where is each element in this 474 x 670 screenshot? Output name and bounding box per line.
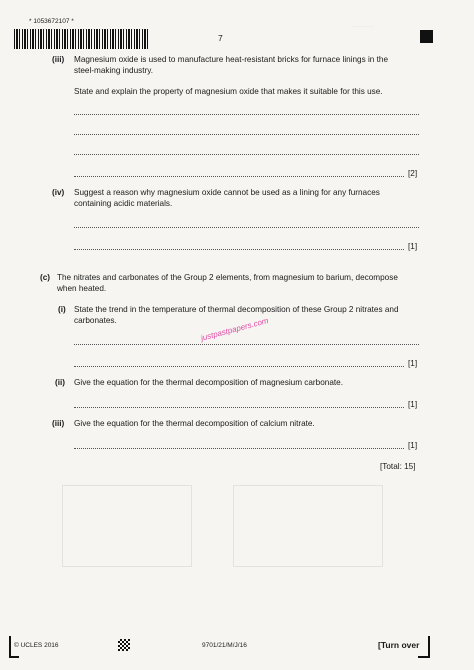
answer-line[interactable] xyxy=(74,366,404,367)
question-label: (iii) xyxy=(52,55,65,64)
corner-bracket xyxy=(428,636,430,658)
question-label: (c) xyxy=(40,273,51,282)
answer-line[interactable] xyxy=(74,249,404,250)
answer-line[interactable] xyxy=(74,227,419,228)
question-text: State the trend in the temperature of thermal decomposition of these Group 2 nitrates and xyxy=(74,305,399,314)
corner-bracket xyxy=(9,656,19,658)
question-text: State and explain the property of magnesium oxide that makes it suitable for this use. xyxy=(74,87,383,96)
qr-code-icon xyxy=(118,639,130,651)
paper-code: 9701/21/M/J/16 xyxy=(202,642,247,649)
answer-line[interactable] xyxy=(74,154,419,155)
corner-bracket xyxy=(9,636,11,658)
question-text: steel-making industry. xyxy=(74,66,154,75)
mark-allocation: [1] xyxy=(408,441,418,450)
page-number: 7 xyxy=(218,33,223,43)
question-text: Magnesium oxide is used to manufacture heat-resistant bricks for furnace linings in the xyxy=(74,55,389,64)
question-label: (iii) xyxy=(52,419,65,428)
answer-line[interactable] xyxy=(74,344,419,345)
turn-over-label: [Turn over xyxy=(378,640,420,650)
question-text: carbonates. xyxy=(74,316,117,325)
question-text: Give the equation for the thermal decomposition of magnesium carbonate. xyxy=(74,378,343,387)
question-text: when heated. xyxy=(57,284,107,293)
bleed-through-text: ········ xyxy=(352,22,374,31)
answer-line[interactable] xyxy=(74,407,404,408)
corner-marker xyxy=(420,30,433,43)
copyright: © UCLES 2016 xyxy=(14,642,59,649)
barcode xyxy=(14,29,148,49)
question-text: The nitrates and carbonates of the Group 2 elements, from magnesium to barium, decompose xyxy=(57,273,398,282)
question-text: containing acidic materials. xyxy=(74,199,173,208)
question-label: (iv) xyxy=(52,188,65,197)
question-text: Give the equation for the thermal decomposition of calcium nitrate. xyxy=(74,419,315,428)
mark-allocation: [1] xyxy=(408,400,418,409)
question-text: Suggest a reason why magnesium oxide cannot be used as a lining for any furnaces xyxy=(74,188,380,197)
answer-line[interactable] xyxy=(74,176,404,177)
answer-line[interactable] xyxy=(74,448,404,449)
mark-allocation: [1] xyxy=(408,242,418,251)
bleed-through-box xyxy=(233,485,383,567)
watermark: justpastpapers.com xyxy=(200,316,270,343)
question-label: (ii) xyxy=(55,378,66,387)
total-marks: [Total: 15] xyxy=(380,462,416,471)
question-label: (i) xyxy=(58,305,66,314)
mark-allocation: [2] xyxy=(408,169,418,178)
mark-allocation: [1] xyxy=(408,359,418,368)
answer-line[interactable] xyxy=(74,114,419,115)
bleed-through-box xyxy=(62,485,192,567)
serial-number: * 1053672107 * xyxy=(29,18,74,25)
answer-line[interactable] xyxy=(74,134,419,135)
corner-bracket xyxy=(418,656,430,658)
